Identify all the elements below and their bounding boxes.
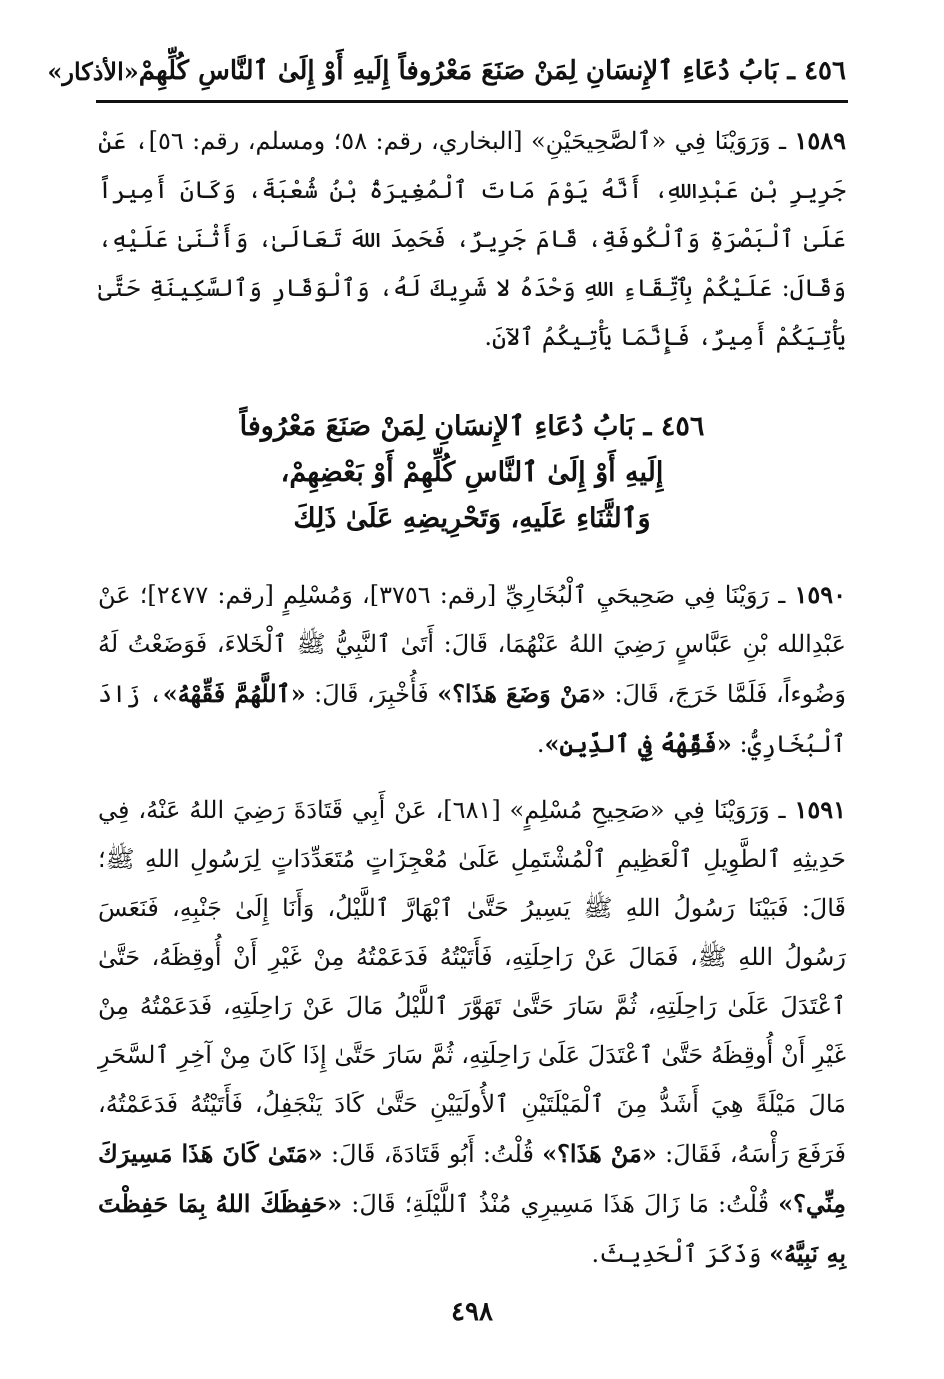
hadith-text: ، زَادَ ٱلْبُخَارِيُّ: — [98, 680, 846, 758]
hadith-paragraph-1589 — [98, 116, 846, 362]
prophetic-quote: «مَنْ هَذَا؟» — [542, 1139, 657, 1168]
prophetic-quote: «ٱللَّهُمَّ فَقِّهْهُ» — [162, 679, 306, 708]
paragraph-gap — [98, 769, 846, 785]
page-body — [98, 116, 846, 1279]
hadith-number: ١٥٩٠ — [794, 580, 847, 609]
prophetic-quote: «حَفِظَكَ اللهُ بِمَا حَفِظْتَ بِهِ نَبِيَّهُ» — [98, 1189, 846, 1268]
hadith-text: . — [536, 730, 545, 758]
chapter-heading-line-1: ٤٥٦ ـ بَابُ دُعَاءِ ٱلإِنسَانِ لِمَنْ صَنَعَ مَعْرُوفاً — [239, 411, 705, 442]
page-number: ٤٩٨ — [451, 1297, 493, 1327]
hadith-number: ١٥٨٩ — [794, 126, 847, 155]
hadith-text: قُلْتُ: مَا زَالَ هَذَا مَسِيرِي مُنْذُ ٱللَّيْلَةِ؛ قَالَ: — [342, 1190, 779, 1218]
hadith-number: ١٥٩١ — [794, 795, 846, 824]
chapter-heading — [98, 404, 846, 542]
chapter-heading-line-3: وَٱلثَّنَاءِ عَلَيهِ، وَتَحْرِيضِهِ عَلَىٰ ذَلِكَ — [293, 503, 651, 534]
chapter-heading-line-2: إِلَيهِ أَوْ إِلَىٰ ٱلنَّاسِ كُلِّهِمْ أَوْ بَعْضِهِمْ، — [280, 457, 664, 488]
hadith-paragraph-1590 — [98, 570, 846, 769]
hadith-text: وَذَكَرَ ٱلْحَدِيثَ. — [591, 1240, 770, 1268]
prophetic-quote: «فَقِّهْهُ فِي ٱلدِّينِ» — [544, 729, 732, 758]
header-rule — [96, 100, 848, 103]
prophetic-quote: «مَتَىٰ كَانَ هَذَا مَسِيرَكَ مِنِّي؟» — [98, 1139, 846, 1218]
hadith-paragraph-1591 — [98, 785, 846, 1279]
hadith-text: ـ وَرَوَيْنَا فِي «صَحِيحِ مُسْلِمٍ» [٦٨١]، عَنْ أَبِي قَتَادَةَ رَضِيَ اللهُ عَنْهُ، فِي حَدِيثِهِ ٱلطَّوِيلِ ٱلْعَظِيمِ ٱلْمُشْتَمِلِ عَلَىٰ مُعْجِزَاتٍ مُتَعَدِّدَاتٍ لِرَسُولِ اللهِ ﷺ؛ قَالَ: فَبَيْنَا رَسُولُ اللهِ ﷺ يَسِيرُ حَتَّىٰ ٱبْهَارَّ ٱللَّيْلُ، وَأَنَا إِلَىٰ جَنْبِهِ، فَنَعَسَ رَسُولُ اللهِ ﷺ، فَمَالَ عَنْ رَاحِلَتِهِ، فَأَتَيْتُهُ فَدَعَمْتُهُ مِنْ غَيْرِ أَنْ أُوقِظَهُ، حَتَّىٰ ٱعْتَدَلَ عَلَىٰ رَاحِلَتِهِ، ثُمَّ سَارَ حَتَّىٰ تَهَوَّرَ ٱللَّيْلُ مَالَ عَنْ رَاحِلَتِهِ، فَدَعَمْتُهُ مِنْ غَيْرِ أَنْ أُوقِظَهُ حَتَّىٰ ٱعْتَدَلَ عَلَىٰ رَاحِلَتِهِ، ثُمَّ سَارَ حَتَّىٰ إِذَا كَانَ مِنْ آخِرِ ٱلسَّحَرِ مَالَ مَيْلَةً هِيَ أَشَدُّ مِنَ ٱلْمَيْلَتَيْنِ ٱلأُولَيَيْنِ حَتَّىٰ كَادَ يَنْجَفِلُ، فَأَتَيْتُهُ فَدَعَمْتُهُ، فَرَفَعَ رَأْسَهُ، فَقَالَ: — [98, 796, 847, 1168]
hadith-text: فَأُخْبِرَ، قَالَ: — [305, 680, 438, 708]
hadith-text: ـ رَوَيْنَا فِي صَحِيحَيِ ٱلْبُخَارِيِّ [رقم: ٣٧٥٦]، وَمُسْلِمٍ [رقم: ٢٤٧٧]؛ عَنْ عَبْدِالله بْنِ عَبَّاسٍ رَضِيَ اللهُ عَنْهُمَا، قَالَ: أَتَىٰ ٱلنَّبِيُّ ﷺ ٱلْخَلاءَ، فَوَضَعْتُ لَهُ وَضُوءاً، فَلَمَّا خَرَجَ، قَالَ: — [98, 581, 847, 708]
hadith-text: ـ وَرَوَيْنَا فِي «ٱلصَّحِيحَيْنِ» [البخاري، رقم: ٥٨؛ ومسلم، رقم: ٥٦]، عَنْ جَرِيرِ بْنِ عَبْدِاللهِ، أَنَّهُ يَوْمَ مَاتَ ٱلْمُغِيرَةُ بْنُ شُعْبَةَ، وَكَانَ أَمِيراً عَلَىٰ ٱلْبَصْرَةِ وَٱلْكُوفَةِ، قَامَ جَرِيرٌ، فَحَمِدَ اللهَ تَعَالَىٰ، وَأَثْنَىٰ عَلَيْهِ، وَقَالَ: عَلَيْكُمْ بِٱتِّقَاءِ اللهِ وَحْدَهُ لا شَرِيكَ لَهُ، وَٱلْوَقَارِ وَٱلسَّكِينَةِ حَتَّىٰ يَأْتِيَكُمْ أَمِيرٌ، فَإِنَّمَا يَأْتِيكُمُ ٱلآنَ. — [98, 127, 846, 351]
running-chapter-title: ٤٥٦ ـ بَابُ دُعَاءِ ٱلإِنسَانِ لِمَنْ صَنَعَ مَعْرُوفاً إِلَيهِ أَوْ إِلَىٰ ٱلنَّاسِ كُلِّهِمْ — [138, 56, 846, 86]
running-header — [47, 48, 846, 94]
running-book-title: «الأذكار» — [47, 56, 139, 86]
hadith-text: قُلْتُ: أَبُو قَتَادَةَ، قَالَ: — [322, 1140, 543, 1168]
prophetic-quote: «مَنْ وَضَعَ هَذَا؟» — [437, 679, 607, 708]
